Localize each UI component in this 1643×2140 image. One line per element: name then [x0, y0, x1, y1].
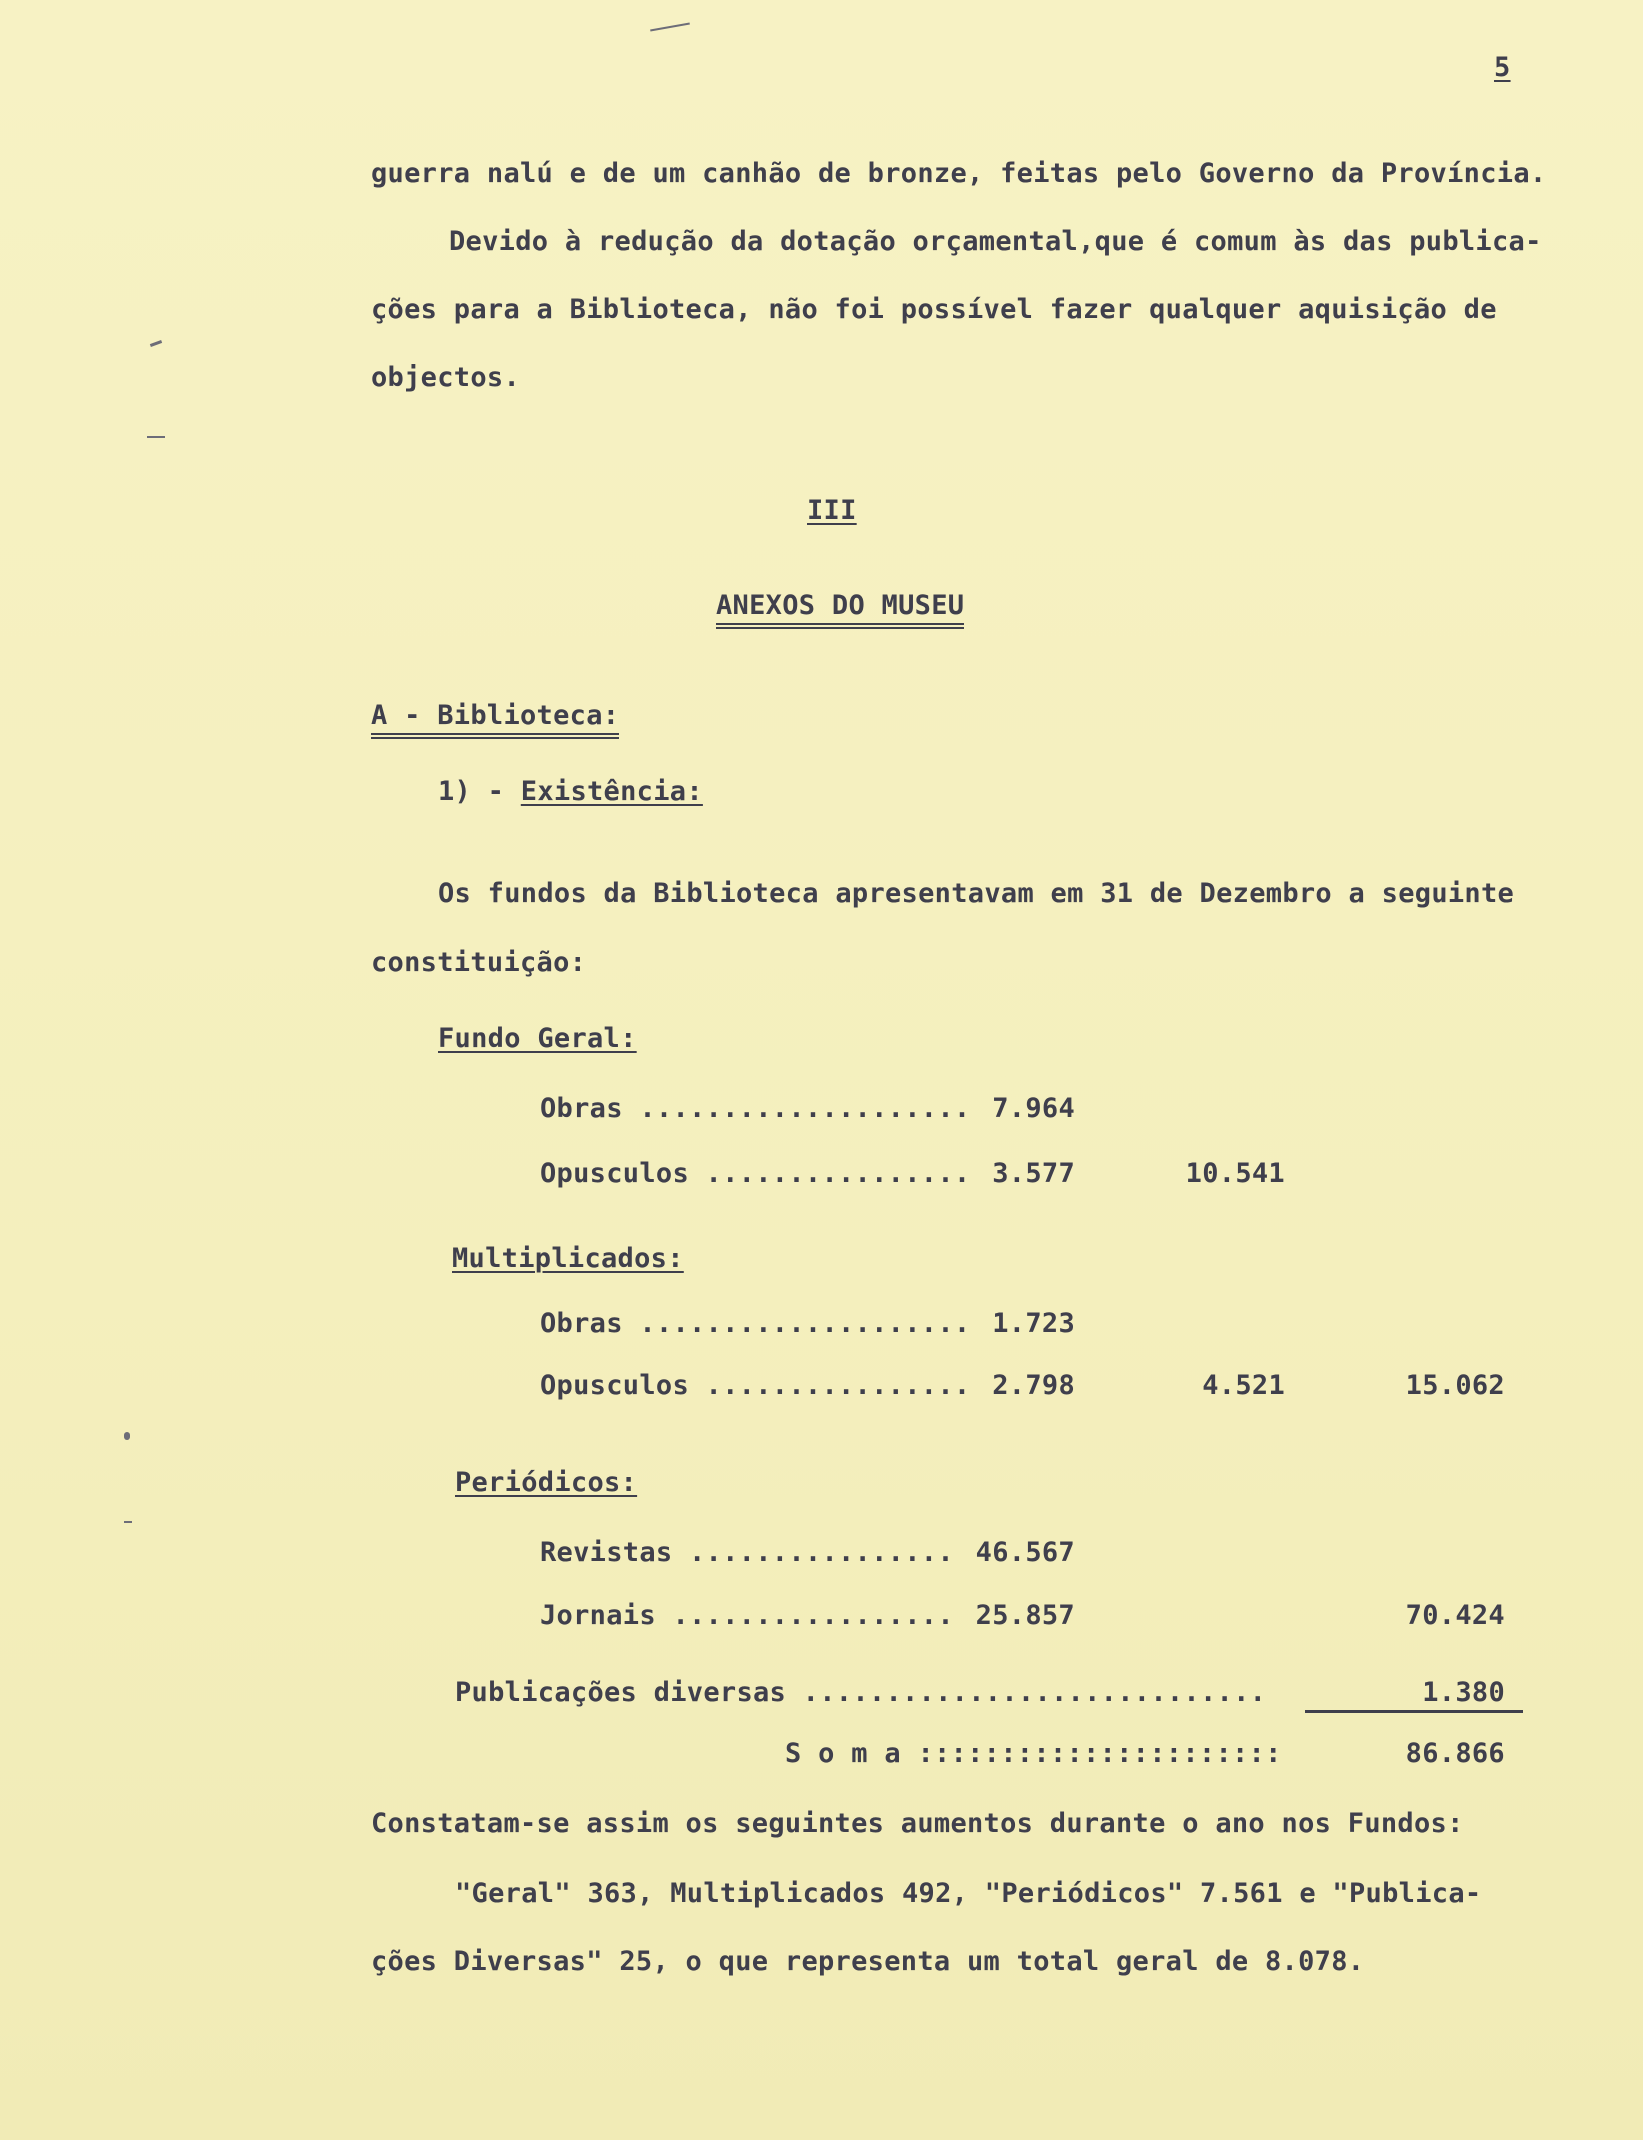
table-row-subtotal: 10.541: [1185, 1158, 1285, 1189]
paragraph-line: Devido à redução da dotação orçamental,que é comum às das publica-: [449, 226, 1542, 257]
closing-line: ções Diversas" 25, o que representa um total geral de 8.078.: [371, 1946, 1365, 1977]
paragraph-line: objectos.: [371, 362, 520, 393]
paragraph-line: ções para a Biblioteca, não foi possível fazer qualquer aquisição de: [371, 294, 1497, 325]
intro-line: constituição:: [371, 947, 587, 978]
periodicos-label: Periódicos:: [455, 1467, 638, 1498]
existencia-prefix: 1) -: [438, 776, 521, 807]
multiplicados-label: Multiplicados:: [452, 1243, 684, 1274]
table-row-value: 1.723: [992, 1308, 1075, 1339]
margin-mark: [147, 436, 165, 438]
soma-total: 86.866: [1405, 1738, 1505, 1769]
existencia-label: Existência:: [520, 776, 703, 807]
table-row-value: 2.798: [992, 1370, 1075, 1401]
biblioteca-heading: A - Biblioteca:: [371, 700, 619, 739]
margin-mark: [124, 1521, 132, 1523]
table-row-value: 7.964: [992, 1093, 1075, 1124]
margin-mark: [650, 23, 690, 32]
publicacoes-total: 1.380: [1422, 1677, 1505, 1708]
table-row-value: 46.567: [975, 1537, 1075, 1568]
page-number: 5: [1494, 52, 1511, 83]
publicacoes-label: Publicações diversas ............................: [455, 1677, 1267, 1708]
table-row-label: Opusculos ................: [540, 1158, 971, 1189]
table-row-label: Opusculos ................: [540, 1370, 971, 1401]
table-row-total: 15.062: [1405, 1370, 1505, 1401]
table-row-value: 3.577: [992, 1158, 1075, 1189]
closing-line: "Geral" 363, Multiplicados 492, "Periódicos" 7.561 e "Publica-: [455, 1878, 1482, 1909]
table-row-label: Jornais .................: [540, 1600, 954, 1631]
table-row-label: Revistas ................: [540, 1537, 954, 1568]
margin-mark: [150, 340, 162, 347]
fundo-geral-label: Fundo Geral:: [438, 1023, 637, 1054]
section-title: ANEXOS DO MUSEU: [716, 590, 964, 629]
closing-line: Constatam-se assim os seguintes aumentos durante o ano nos Fundos:: [371, 1808, 1464, 1839]
table-row-label: Obras ....................: [540, 1093, 971, 1124]
paragraph-line: guerra nalú e de um canhão de bronze, feitas pelo Governo da Província.: [371, 158, 1547, 189]
existencia-heading: [438, 776, 703, 808]
sum-rule: [1305, 1710, 1523, 1713]
section-number: III: [807, 495, 857, 526]
table-row-subtotal: 4.521: [1202, 1370, 1285, 1401]
table-row-total: 70.424: [1405, 1600, 1505, 1631]
margin-mark: [124, 1432, 130, 1440]
intro-line: Os fundos da Biblioteca apresentavam em 31 de Dezembro a seguinte: [438, 878, 1515, 909]
soma-label: S o m a ::::::::::::::::::::::: [785, 1738, 1282, 1769]
table-row-label: Obras ....................: [540, 1308, 971, 1339]
table-row-value: 25.857: [975, 1600, 1075, 1631]
